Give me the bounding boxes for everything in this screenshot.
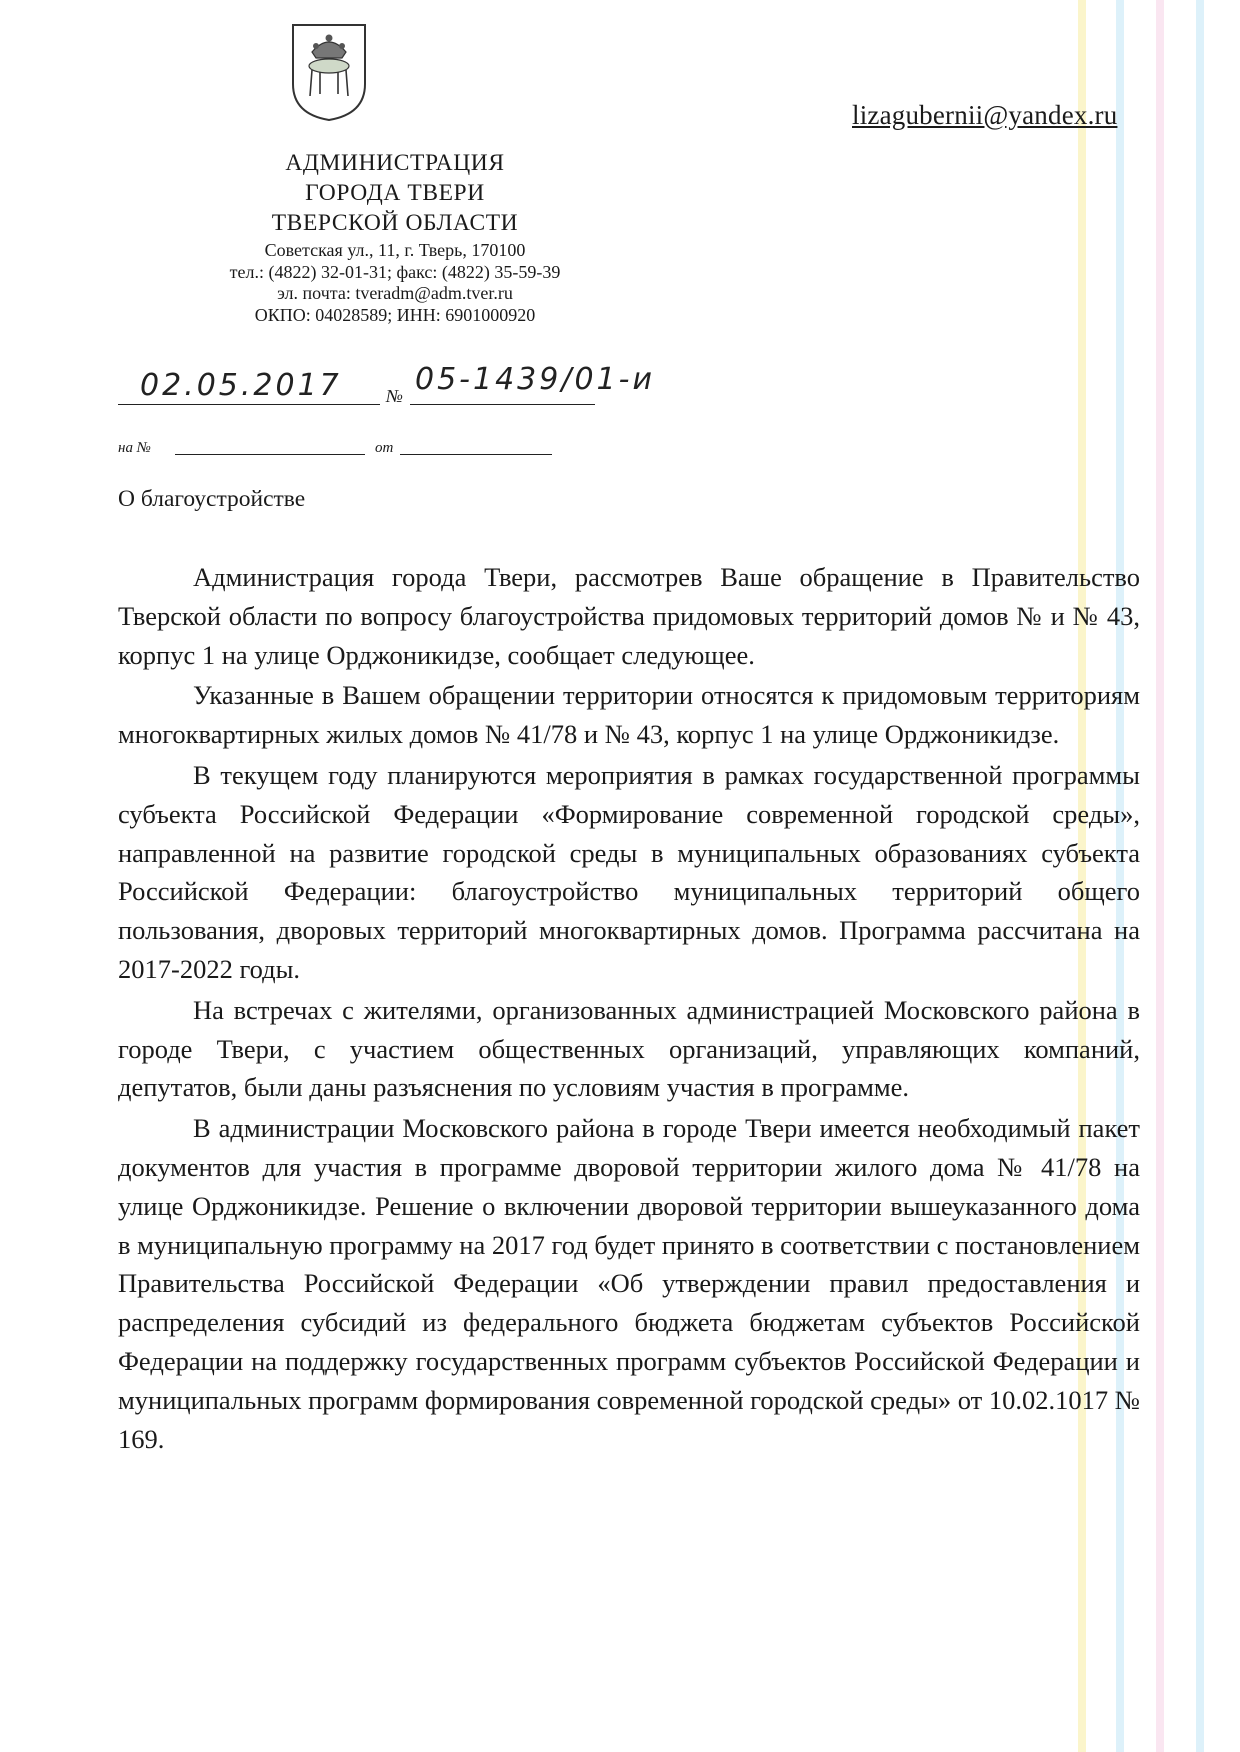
handwritten-number: 05-1439/01-и [415, 362, 655, 397]
body-paragraph-2: Указанные в Вашем обращении территории относятся к придомовым территориям многоквартирных жилых домов № 41/78 и № 43, корпус 1 на улице Орджоникидзе. [118, 680, 1140, 750]
organization-name [160, 148, 630, 238]
body-paragraph-1: Администрация города Твери, рассмотрев Ваше обращение в Правительство Тверской области по вопросу благоустройства придомовых территорий домов № и № 43, корпус 1 на улице Орджоникидзе, сообщает следующее. [118, 562, 1140, 670]
scan-streak-cyan-2 [1196, 0, 1204, 1752]
letter-body [118, 558, 1140, 1458]
body-paragraph-4: На встречах с жителями, организованных администрацией Московского района в городе Твери, с участием общественных организаций, управляющих компаний, депутатов, были даны разъяснения по условиям участия в программе. [118, 994, 1140, 1103]
coat-of-arms-icon [290, 22, 368, 122]
ref-date-line [400, 454, 552, 455]
ref-date-label: от [375, 440, 394, 456]
org-phones: тел.: (4822) 32-01-31; факс: (4822) 35-59-39 [229, 261, 561, 282]
handwritten-date: 02.05.2017 [140, 368, 342, 403]
number-underline [410, 404, 595, 405]
org-address: Советская ул., 11, г. Тверь, 170100 [264, 240, 526, 260]
number-sign: № [386, 386, 403, 406]
date-underline [118, 404, 380, 405]
recipient-email: lizagubernii@yandex.ru [852, 100, 1118, 130]
body-paragraph-3: В текущем году планируются мероприятия в рамках государственной программы субъекта Российской Федерации «Формирование современной городской среды», направленной на развитие городской среды в муниципальных образованиях субъекта Российской Федерации: благоустройство муниципальных территорий общего пользования, дворовых территорий многоквартирных домов. Программа рассчитана на 2017-2022 годы. [118, 759, 1140, 984]
organization-contacts [160, 240, 630, 326]
ref-number-label: на № [118, 440, 151, 456]
scan-streak-pink [1156, 0, 1164, 1752]
body-paragraph-5: В администрации Московского района в городе Твери имеется необходимый пакет документов для участия в программе дворовой территории жилого дома № 41/78 на улице Орджоникидзе. Решение о включении дворовой территории вышеуказанного дома в муниципальную программу на 2017 год будет принято в соответствии с постановлением Правительства Российской Федерации «Об утверждении правил предоставления и распределения субсидий из федерального бюджета бюджетам субъектов Российской Федерации на поддержку государственных программ субъектов Российской Федерации и муниципальных программ формирования современной городской среды» от 10.02.1017 № 169. [118, 1113, 1141, 1454]
org-line-3: ТВЕРСКОЙ ОБЛАСТИ [271, 210, 519, 236]
org-mail: эл. почта: tveradm@adm.tver.ru [277, 283, 513, 303]
org-line-1: АДМИНИСТРАЦИЯ [285, 150, 505, 176]
org-codes: ОКПО: 04028589; ИНН: 6901000920 [254, 304, 536, 325]
ref-number-line [175, 454, 365, 455]
org-line-2: ГОРОДА ТВЕРИ [305, 180, 485, 206]
letter-subject: О благоустройстве [118, 486, 306, 512]
